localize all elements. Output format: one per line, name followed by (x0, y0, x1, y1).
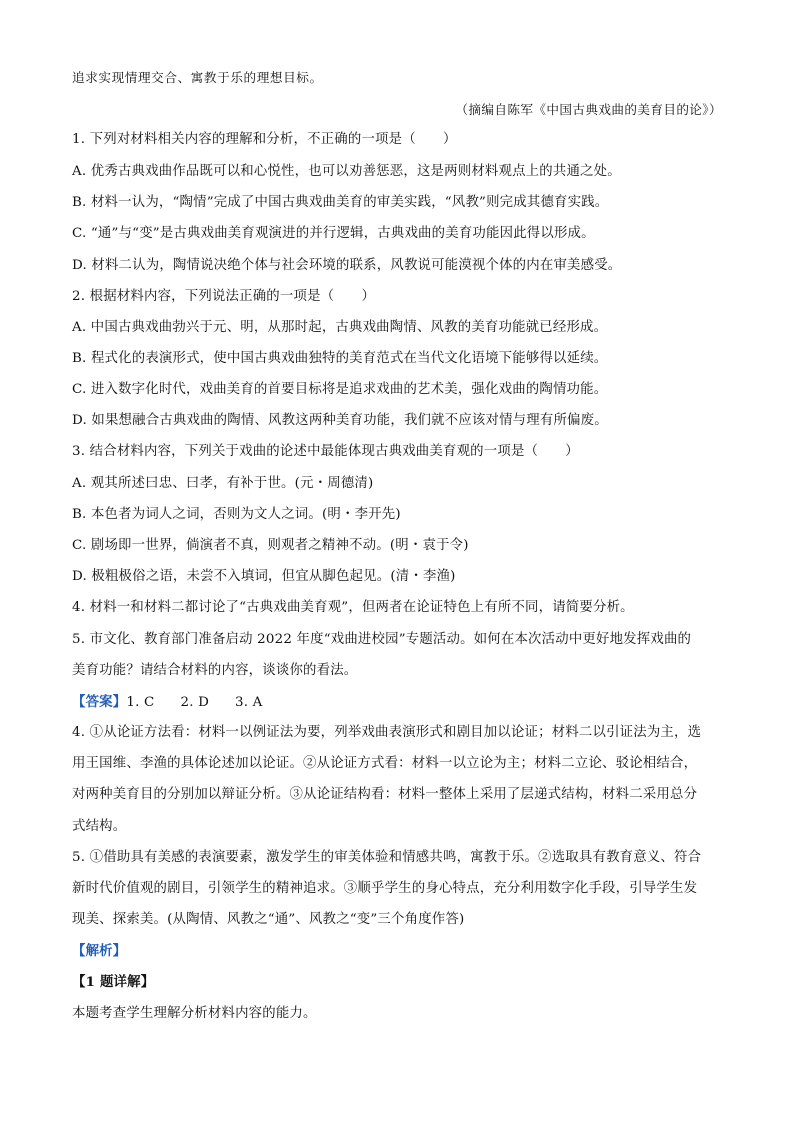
question-3-option-c: C. 剧场即一世界，倘演者不真，则观者之精神不动。(明・袁于令) (72, 538, 469, 553)
analysis-label: 【解析】 (72, 943, 127, 959)
question-4-stem: 4. 材料一和材料二都讨论了“古典戏曲美育观”，但两者在论证特色上有所不同，请简要分析。 (72, 600, 634, 615)
answer-5-line-1: 5. ①借助具有美感的表演要素，激发学生的审美体验和情感共鸣，寓教于乐。②选取具有教育意义、符合 (72, 850, 702, 865)
answer-label: 【答案】 (72, 694, 127, 710)
question-3-stem: 3. 结合材料内容，下列关于戏曲的论述中最能体现古典戏曲美育观的一项是（ ） (72, 444, 579, 459)
detail-1-label: 【1 题详解】 (72, 974, 155, 990)
question-3-option-a: A. 观其所述曰忠、曰孝，有补于世。(元・周德清) (72, 476, 374, 491)
question-5-stem-line-1: 5. 市文化、教育部门准备启动 2022 年度“戏曲进校园”专题活动。如何在本次活动中更好地发挥戏曲的 (72, 632, 692, 647)
passage-tail: 追求实现情理交合、寓教于乐的理想目标。 (72, 70, 323, 85)
question-3-option-b: B. 本色者为词人之词，否则为文人之词。(明・李开先) (72, 507, 401, 522)
answer-1: 1. C (126, 695, 155, 710)
question-2-option-c: C. 进入数字化时代，戏曲美育的首要目标将是追求戏曲的艺术美，强化戏曲的陶情功能。 (72, 382, 608, 397)
answer-4-line-3: 对两种美育目的分别加以辩证分析。③从论证结构看：材料一整体上采用了层递式结构，材料二采用总分 (72, 787, 698, 802)
question-1-stem: 1. 下列对材料相关内容的理解和分析，不正确的一项是（ ） (72, 132, 457, 147)
question-1-option-d: D. 材料二认为，陶情说决绝个体与社会环境的联系，风教说可能漠视个体的内在审美感受。 (72, 258, 622, 273)
question-1-option-c: C. “通”与“变”是古典戏曲美育观演进的并行逻辑，古典戏曲的美育功能因此得以形成。 (72, 226, 595, 241)
answer-3: 3. A (235, 695, 263, 710)
question-2-option-a: A. 中国古典戏曲勃兴于元、明，从那时起，古典戏曲陶情、风教的美育功能就已经形成。 (72, 320, 608, 335)
question-2-option-b: B. 程式化的表演形式，使中国古典戏曲独特的美育范式在当代文化语境下能够得以延续。 (72, 351, 608, 366)
answer-4-line-2: 用王国维、李渔的具体论述加以论证。②从论证方式看：材料一以立论为主；材料二立论、驳论相结合， (72, 756, 698, 771)
question-5-stem-line-2: 美育功能？请结合材料的内容，谈谈你的看法。 (72, 663, 358, 678)
answer-5-line-2: 新时代价值观的剧目，引领学生的精神追求。③顺乎学生的身心特点，充分利用数字化手段，引导学生发 (72, 881, 698, 896)
question-2-option-d: D. 如果想融合古典戏曲的陶情、风教这两种美育功能，我们就不应该对情与理有所偏废。 (72, 413, 608, 428)
detail-1-text: 本题考查学生理解分析材料内容的能力。 (72, 1006, 317, 1021)
answer-row (72, 692, 263, 713)
answer-5-line-3: 现美、探索美。(从陶情、风教之“通”、风教之“变”三个角度作答) (72, 912, 465, 927)
question-1-option-b: B. 材料一认为，“陶情”完成了中国古典戏曲美育的审美实践，“风教”则完成其德育实践。 (72, 195, 609, 210)
question-2-stem: 2. 根据材料内容，下列说法正确的一项是（ ） (72, 289, 376, 304)
answer-4-line-1: 4. ①从论证方法看：材料一以例证法为要，列举戏曲表演形式和剧目加以论证；材料二以引证法为主，选 (72, 725, 702, 740)
source-citation: （摘编自陈军《中国古典戏曲的美育目的论》） (455, 102, 722, 117)
question-3-option-d: D. 极粗极俗之语，未尝不入填词，但宜从脚色起见。(清・李渔) (72, 569, 456, 584)
answer-4-line-4: 式结构。 (72, 819, 127, 834)
question-1-option-a: A. 优秀古典戏曲作品既可以和心悦性，也可以劝善惩恶，这是两则材料观点上的共通之处。 (72, 164, 621, 179)
answer-2: 2. D (180, 695, 210, 710)
